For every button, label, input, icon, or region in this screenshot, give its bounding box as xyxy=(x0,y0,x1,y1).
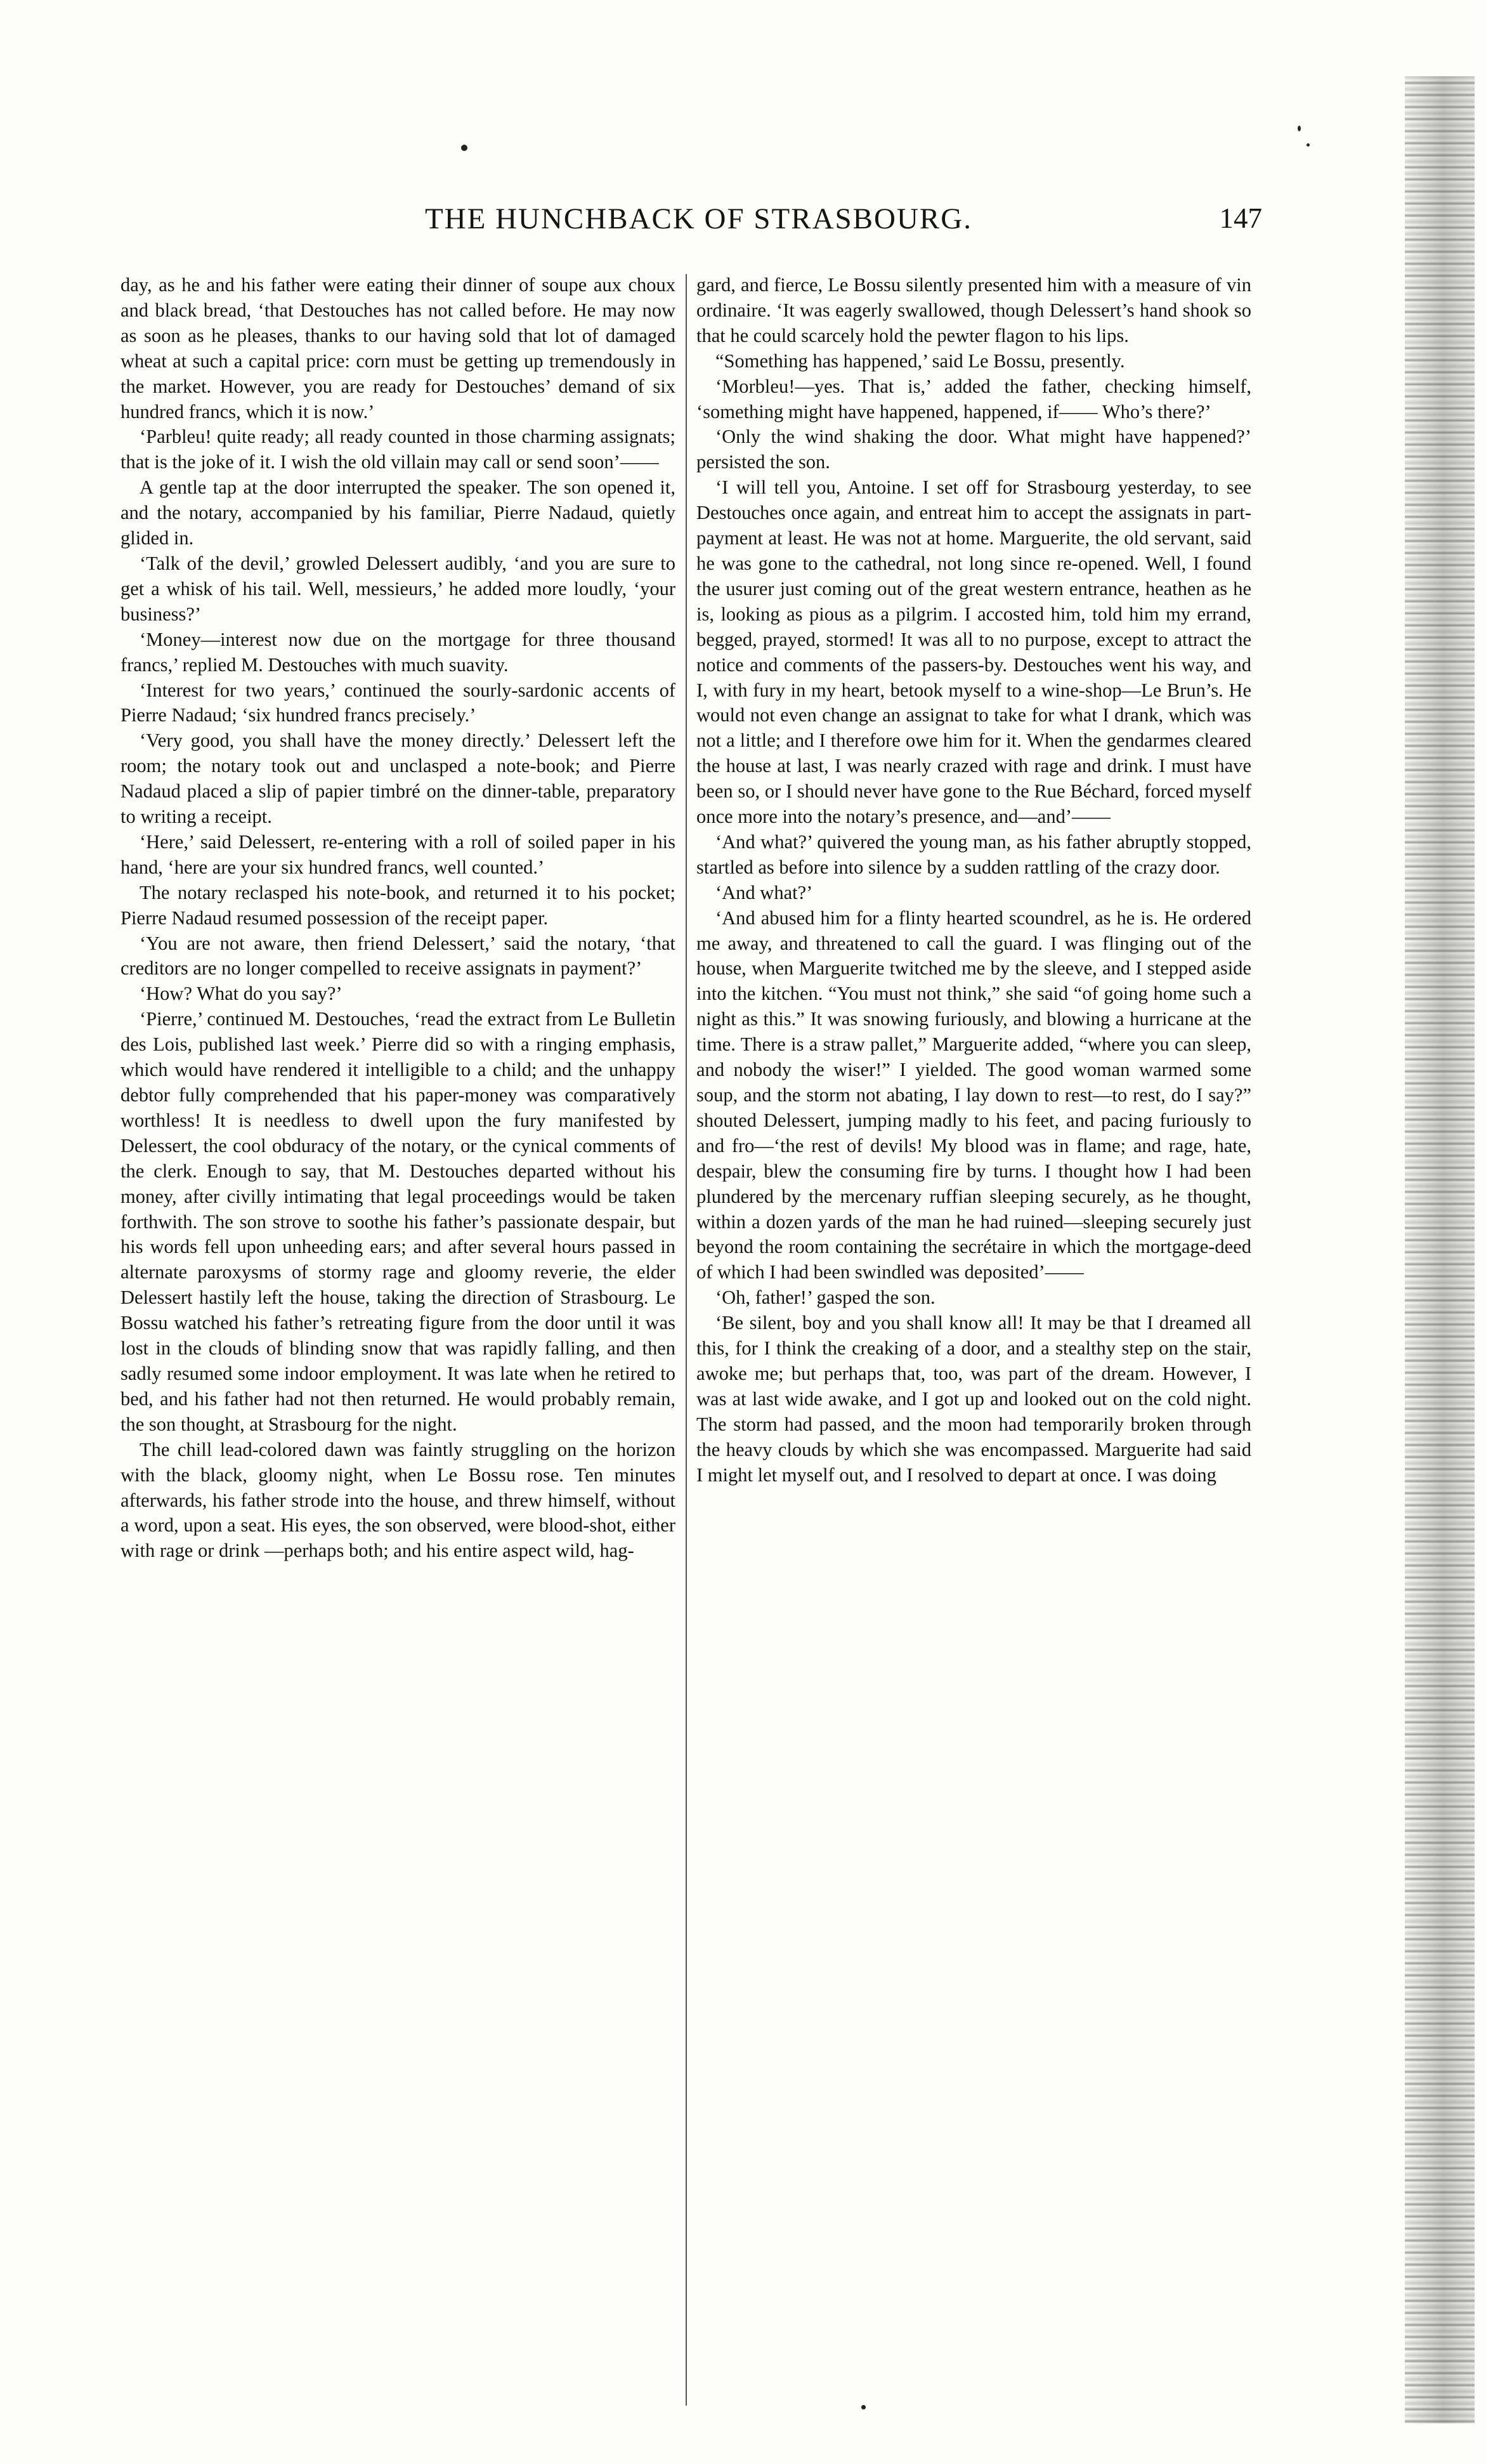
scanned-binding-edge xyxy=(1405,76,1475,2423)
paragraph: The chill lead-colored dawn was faintly struggling on the horizon with the black, gloomy night, when Le Bossu rose. Ten minutes afterwards, his father strode into the house, and threw himself, without a word, upon a seat. His eyes, the son observed, were blood-shot, either with rage or drink —perhaps both; and his entire aspect wild, hag- xyxy=(121,1438,675,1562)
paragraph: A gentle tap at the door interrupted the speaker. The son opened it, and the notary, accompanied by his familiar, Pierre Nadaud, quietly glided in. xyxy=(121,476,675,549)
paragraph: ‘Here,’ said Delessert, re-entering with a roll of soiled paper in his hand, ‘here are your six hundred francs, well counted.’ xyxy=(121,830,675,878)
paragraph: gard, and fierce, Le Bossu silently presented him with a measure of vin ordinaire. ‘It was eagerly swallowed, though Delessert’s hand shook so that he could scarcely hold the pewter flagon to his lips. xyxy=(696,274,1251,346)
page-number: 147 xyxy=(1219,202,1262,234)
paragraph: ‘Interest for two years,’ continued the sourly-sardonic accents of Pierre Nadaud; ‘six hundred francs precisely.’ xyxy=(121,679,675,726)
paragraph: ‘And what?’ quivered the young man, as his father abruptly stopped, startled as before into silence by a sudden rattling of the crazy door. xyxy=(696,830,1251,878)
column-divider xyxy=(686,274,687,2406)
right-column xyxy=(696,273,1251,1488)
paragraph: ‘Oh, father!’ gasped the son. xyxy=(715,1287,935,1309)
ink-speck xyxy=(1298,126,1301,131)
ink-speck xyxy=(1307,143,1310,147)
paragraph: ‘Pierre,’ continued M. Destouches, ‘read the extract from Le Bulletin des Lois, published last week.’ Pierre did so with a ringing emphasis, which would have rendered it intelligible to a child; and the unhappy debtor fully comprehended that his paper-money was comparatively worthless! It is needless to dwell upon the fury manifested by Delessert, the cool obduracy of the notary, or the cynical comments of the clerk. Enough to say, that M. Destouches departed without his money, after civilly intimating that legal proceedings would be taken forthwith. The son strove to soothe his father’s passionate despair, but his words fell upon unheeding ears; and after several hours passed in alternate paroxysms of stormy rage and gloomy reverie, the elder Delessert hastily left the house, taking the direction of Strasbourg. Le Bossu watched his father’s retreating figure from the door until it was lost in the clouds of blinding snow that was rapidly falling, and then sadly resumed some indoor employment. It was late when he retired to bed, and his father had not then returned. He would probably remain, the son thought, at Strasbourg for the night. xyxy=(121,1008,675,1435)
paragraph: ‘Only the wind shaking the door. What might have happened?’ persisted the son. xyxy=(696,426,1251,473)
paragraph: ‘Morbleu!—yes. That is,’ added the father, checking himself, ‘something might have happened, happened, if—— Who’s there?’ xyxy=(696,375,1251,423)
paragraph: ‘Parbleu! quite ready; all ready counted in those charming assignats; that is the joke of it. I wish the old villain may call or send soon’—— xyxy=(121,426,675,473)
paragraph: ‘I will tell you, Antoine. I set off for Strasbourg yesterday, to see Destouches once again, and entreat him to accept the assignats in part-payment at least. He was not at home. Marguerite, the old servant, said he was gone to the cathedral, not long since re-opened. Well, I found the usurer just coming out of the great western entrance, heathen as he is, looking as pious as a pilgrim. I accosted him, told him my errand, begged, prayed, stormed! It was all to no purpose, except to attract the notice and comments of the passers-by. Destouches went his way, and I, with fury in my heart, betook myself to a wine-shop—Le Brun’s. He would not even change an assignat to take for what I drank, which was not a little; and I therefore owe him for it. When the gendarmes cleared the house at last, I was nearly crazed with rage and drink. I must have been so, or I should never have gone to the Rue Béchard, forced myself once more into the notary’s presence, and—and’—— xyxy=(696,476,1251,828)
paragraph: day, as he and his father were eating their dinner of soupe aux choux and black bread, ‘that Destouches has not called before. He may now as soon as he pleases, thanks to our having sold that lot of damaged wheat at such a capital price: corn must be getting up tremendously in the market. However, you are ready for Destouches’ demand of six hundred francs, which it is now.’ xyxy=(121,274,675,423)
paragraph: ‘Talk of the devil,’ growled Delessert audibly, ‘and you are sure to get a whisk of his tail. Well, messieurs,’ he added more loudly, ‘your business?’ xyxy=(121,552,675,625)
left-column xyxy=(121,273,675,1564)
paragraph: “Something has happened,’ said Le Bossu, presently. xyxy=(715,350,1125,372)
paragraph: ‘Money—interest now due on the mortgage for three thousand francs,’ replied M. Destouches with much suavity. xyxy=(121,628,675,676)
page-header xyxy=(121,202,1262,246)
paragraph: ‘How? What do you say?’ xyxy=(140,983,342,1005)
ink-speck xyxy=(461,145,467,151)
ink-speck xyxy=(861,2405,866,2409)
paragraph: ‘Be silent, boy and you shall know all! It may be that I dreamed all this, for I think the creaking of a door, and a stealthy step on the stair, awoke me; but perhaps that, too, was part of the dream. However, I was at last wide awake, and I got up and looked out on the cold night. The storm had passed, and the moon had temporarily broken through the heavy clouds by which she was encompassed. Marguerite had said I might let myself out, and I resolved to depart at once. I was doing xyxy=(696,1312,1251,1486)
paragraph: ‘You are not aware, then friend Delessert,’ said the notary, ‘that creditors are no longer compelled to receive assignats in payment?’ xyxy=(121,932,675,980)
running-title: THE HUNCHBACK OF STRASBOURG. xyxy=(425,202,972,235)
paragraph: ‘And abused him for a flinty hearted scoundrel, as he is. He ordered me away, and threatened to call the guard. I was flinging out of the house, when Marguerite twitched me by the sleeve, and I stepped aside into the kitchen. “You must not think,” she said “of going home such a night as this.” It was snowing furiously, and blowing a hurricane at the time. There is a straw pallet,” Marguerite added, “where you can sleep, and nobody the wiser!” I yielded. The good woman warmed some soup, and the storm not abating, I lay down to rest—to rest, do I say?” shouted Delessert, jumping madly to his feet, and pacing furiously to and fro—‘the rest of devils! My blood was in flame; and rage, hate, despair, blew the consuming fire by turns. I thought how I had been plundered by the mercenary ruffian sleeping securely, as he thought, within a dozen yards of the man he had ruined—sleeping securely just beyond the room containing the secrétaire in which the mortgage-deed of which I had been swindled was deposited’—— xyxy=(696,907,1251,1283)
paragraph: ‘Very good, you shall have the money directly.’ Delessert left the room; the notary took out and unclasped a note-book; and Pierre Nadaud placed a slip of papier timbré on the dinner-table, preparatory to writing a receipt. xyxy=(121,730,675,828)
paragraph: ‘And what?’ xyxy=(715,881,813,903)
paragraph: The notary reclasped his note-book, and returned it to his pocket; Pierre Nadaud resumed possession of the receipt paper. xyxy=(121,881,675,929)
